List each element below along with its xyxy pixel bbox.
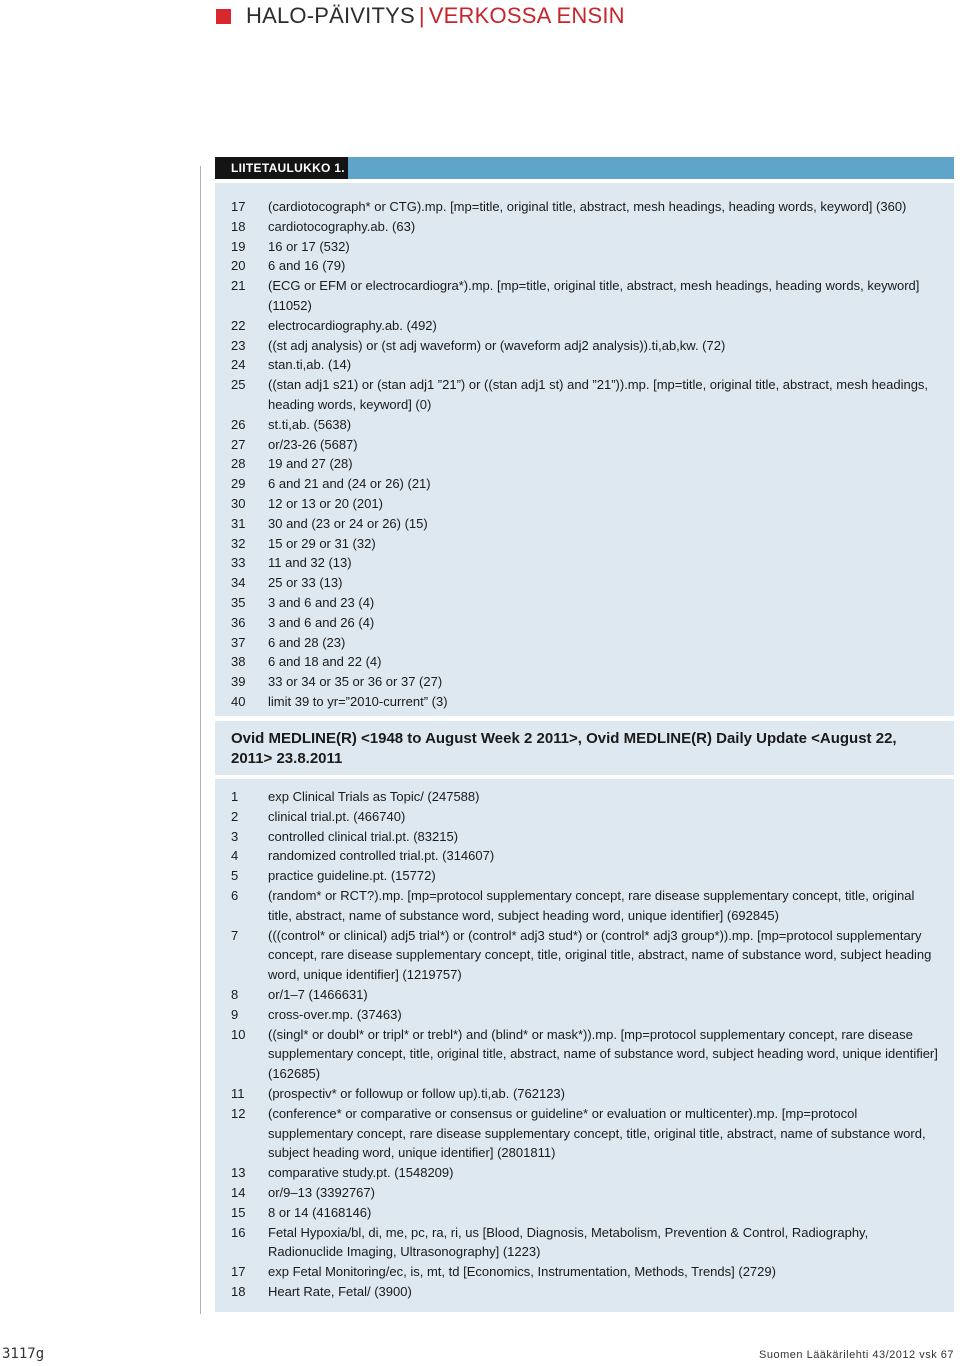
search-line <box>231 633 938 653</box>
search-line <box>231 1203 938 1223</box>
line-number: 37 <box>231 634 246 650</box>
line-query: cardiotocography.ab. (63) <box>268 218 416 234</box>
line-number: 27 <box>231 436 246 452</box>
masthead-left: HALO-PÄIVITYS <box>246 3 415 28</box>
line-query: (prospectiv* or followup or follow up).ti,ab. (762123) <box>268 1085 565 1101</box>
search-line <box>231 827 938 847</box>
line-number: 35 <box>231 594 246 610</box>
line-number: 10 <box>231 1026 246 1042</box>
line-number: 22 <box>231 317 246 333</box>
vertical-rule <box>200 166 201 1314</box>
search-line <box>231 1104 938 1163</box>
line-query: 6 and 16 (79) <box>268 258 346 274</box>
line-number: 17 <box>231 1264 246 1280</box>
line-query: Heart Rate, Fetal/ (3900) <box>268 1283 412 1299</box>
line-number: 6 <box>231 887 239 903</box>
search-strategy-part2 <box>215 779 954 1312</box>
line-query: 30 and (23 or 24 or 26) (15) <box>268 515 428 531</box>
search-line <box>231 807 938 827</box>
line-number: 11 <box>231 1085 245 1101</box>
line-query: or/1–7 (1466631) <box>268 986 368 1002</box>
line-number: 16 <box>231 1224 246 1240</box>
line-number: 21 <box>231 278 246 294</box>
line-query: 33 or 34 or 35 or 36 or 37 (27) <box>268 674 443 690</box>
line-query: 11 and 32 (13) <box>268 555 352 571</box>
line-number: 34 <box>231 575 246 591</box>
line-number: 23 <box>231 337 246 353</box>
search-line <box>231 375 938 415</box>
line-number: 30 <box>231 495 246 511</box>
line-number: 38 <box>231 654 246 670</box>
search-line <box>231 415 938 435</box>
line-number: 5 <box>231 868 239 884</box>
line-query: practice guideline.pt. (15772) <box>268 868 436 884</box>
search-line <box>231 866 938 886</box>
line-number: 3 <box>231 828 239 844</box>
search-line <box>231 886 938 926</box>
line-query: 6 and 21 and (24 or 26) (21) <box>268 476 431 492</box>
line-number: 32 <box>231 535 246 551</box>
search-line <box>231 926 938 985</box>
line-query: 6 and 18 and 22 (4) <box>268 654 382 670</box>
search-line <box>231 846 938 866</box>
line-query: (ECG or EFM or electrocardiogra*).mp. [mp=title, original title, abstract, mesh headings, heading words, keyword] (11052) <box>268 278 920 313</box>
search-line <box>231 1025 938 1084</box>
line-query: ((stan adj1 s21) or (stan adj1 ”21”) or ((stan adj1 st) and ”21”)).mp. [mp=title, original title, abstract, mesh headings, heading words, keyword] (0) <box>268 377 929 412</box>
search-line <box>231 692 938 712</box>
line-query: 25 or 33 (13) <box>268 575 343 591</box>
line-number: 31 <box>231 515 246 531</box>
line-number: 19 <box>231 238 246 254</box>
line-number: 28 <box>231 456 246 472</box>
search-line <box>231 494 938 514</box>
line-number: 24 <box>231 357 246 373</box>
search-line <box>231 237 938 257</box>
red-square-mark <box>216 9 231 24</box>
line-number: 36 <box>231 614 246 630</box>
line-query: or/9–13 (3392767) <box>268 1184 375 1200</box>
search-list-2 <box>231 787 938 1302</box>
search-line <box>231 672 938 692</box>
line-query: 8 or 14 (4168146) <box>268 1204 372 1220</box>
line-query: (cardiotocograph* or CTG).mp. [mp=title, original title, abstract, mesh headings, heading words, keyword] (360) <box>268 199 907 214</box>
search-line <box>231 652 938 672</box>
line-query: cross-over.mp. (37463) <box>268 1006 402 1022</box>
line-query: controlled clinical trial.pt. (83215) <box>268 828 459 844</box>
search-line <box>231 1005 938 1025</box>
search-line <box>231 553 938 573</box>
line-number: 8 <box>231 986 239 1002</box>
line-number: 15 <box>231 1204 246 1220</box>
section-header-panel <box>215 721 954 775</box>
line-query: 3 and 6 and 26 (4) <box>268 614 375 630</box>
search-line <box>231 514 938 534</box>
line-number: 4 <box>231 848 239 864</box>
search-line <box>231 355 938 375</box>
line-query: exp Fetal Monitoring/ec, is, mt, td [Economics, Instrumentation, Methods, Trends] (2729) <box>268 1264 776 1280</box>
search-line <box>231 1084 938 1104</box>
search-line <box>231 1223 938 1263</box>
line-query: 3 and 6 and 23 (4) <box>268 594 375 610</box>
search-line <box>231 1163 938 1183</box>
line-query: 16 or 17 (532) <box>268 238 350 254</box>
masthead <box>216 2 625 30</box>
section-title: Ovid MEDLINE(R) <1948 to August Week 2 2011>, Ovid MEDLINE(R) Daily Update <August 22, 2011> 23.8.2011 <box>231 730 897 767</box>
line-number: 2 <box>231 808 239 824</box>
search-line <box>231 1262 938 1282</box>
line-number: 14 <box>231 1184 246 1200</box>
line-number: 13 <box>231 1165 246 1181</box>
search-line <box>231 787 938 807</box>
search-line <box>231 316 938 336</box>
search-line <box>231 985 938 1005</box>
table-header-bar <box>215 157 954 179</box>
search-line <box>231 256 938 276</box>
journal-footer: Suomen Lääkärilehti 43/2012 vsk 67 <box>759 1349 954 1361</box>
line-query: (random* or RCT?).mp. [mp=protocol supplementary concept, rare disease supplementary concept, title, original title, abstract, name of substance word, subject heading word, unique identifier] (692845) <box>268 887 915 923</box>
line-number: 33 <box>231 555 246 571</box>
line-query: 19 and 27 (28) <box>268 456 353 472</box>
line-number: 7 <box>231 927 239 943</box>
line-query: electrocardiography.ab. (492) <box>268 317 437 333</box>
line-query: 12 or 13 or 20 (201) <box>268 495 383 511</box>
line-query: st.ti,ab. (5638) <box>268 416 352 432</box>
line-number: 29 <box>231 476 246 492</box>
search-line <box>231 474 938 494</box>
line-query: comparative study.pt. (1548209) <box>268 1165 454 1181</box>
masthead-title <box>246 3 625 29</box>
line-query: (conference* or comparative or consensus or guideline* or evaluation or multicenter).mp. [mp=protocol supplementary concept, rare disease supplementary concept, title, original title, abstract, name of substance word, subject heading word, unique identifier] (2801811) <box>268 1105 926 1161</box>
search-line <box>231 613 938 633</box>
search-line <box>231 573 938 593</box>
page-code: 3117g <box>2 1346 45 1362</box>
line-number: 25 <box>231 377 246 393</box>
masthead-right: VERKOSSA ENSIN <box>428 3 625 28</box>
line-query: Fetal Hypoxia/bl, di, me, pc, ra, ri, us [Blood, Diagnosis, Metabolism, Prevention & Control, Radiography, Radionuclide Imaging, Ultrasonography] (1223) <box>268 1224 869 1260</box>
search-line <box>231 197 938 217</box>
table-label: LIITETAULUKKO 1. <box>215 157 348 179</box>
search-line <box>231 336 938 356</box>
line-number: 9 <box>231 1006 239 1022</box>
search-list-1 <box>231 197 938 712</box>
line-query: 15 or 29 or 31 (32) <box>268 535 376 551</box>
line-number: 40 <box>231 693 246 709</box>
line-number: 17 <box>231 199 246 214</box>
search-line <box>231 1183 938 1203</box>
line-query: limit 39 to yr=”2010-current” (3) <box>268 693 448 709</box>
line-query: ((st adj analysis) or (st adj waveform) or (waveform adj2 analysis)).ti,ab,kw. (72) <box>268 337 726 353</box>
line-query: ((singl* or doubl* or tripl* or trebl*) and (blind* or mask*)).mp. [mp=protocol supplementary concept, rare disease supplementary concept, title, original title, abstract, name of substance word, subject heading word, unique identifier] (162685) <box>268 1026 938 1082</box>
search-line <box>231 435 938 455</box>
line-number: 1 <box>231 789 239 804</box>
line-query: (((control* or clinical) adj5 trial*) or (control* adj3 stud*) or (control* adj3 group*)).mp. [mp=protocol supplementary concept, rare disease supplementary concept, title, original title, abstract, name of substance word, subject heading word, unique identifier] (1219757) <box>268 927 932 983</box>
line-query: 6 and 28 (23) <box>268 634 346 650</box>
line-query: clinical trial.pt. (466740) <box>268 808 406 824</box>
search-line <box>231 217 938 237</box>
line-number: 26 <box>231 416 246 432</box>
search-line <box>231 593 938 613</box>
line-number: 12 <box>231 1105 246 1121</box>
search-line <box>231 534 938 554</box>
search-line <box>231 276 938 316</box>
search-strategy-part1 <box>215 183 954 716</box>
search-line <box>231 454 938 474</box>
line-number: 20 <box>231 258 246 274</box>
line-number: 18 <box>231 218 246 234</box>
search-line <box>231 1282 938 1302</box>
masthead-separator: | <box>418 3 425 28</box>
line-query: stan.ti,ab. (14) <box>268 357 352 373</box>
line-number: 39 <box>231 674 246 690</box>
line-query: randomized controlled trial.pt. (314607) <box>268 848 495 864</box>
line-number: 18 <box>231 1283 246 1299</box>
line-query: or/23-26 (5687) <box>268 436 358 452</box>
line-query: exp Clinical Trials as Topic/ (247588) <box>268 789 480 804</box>
